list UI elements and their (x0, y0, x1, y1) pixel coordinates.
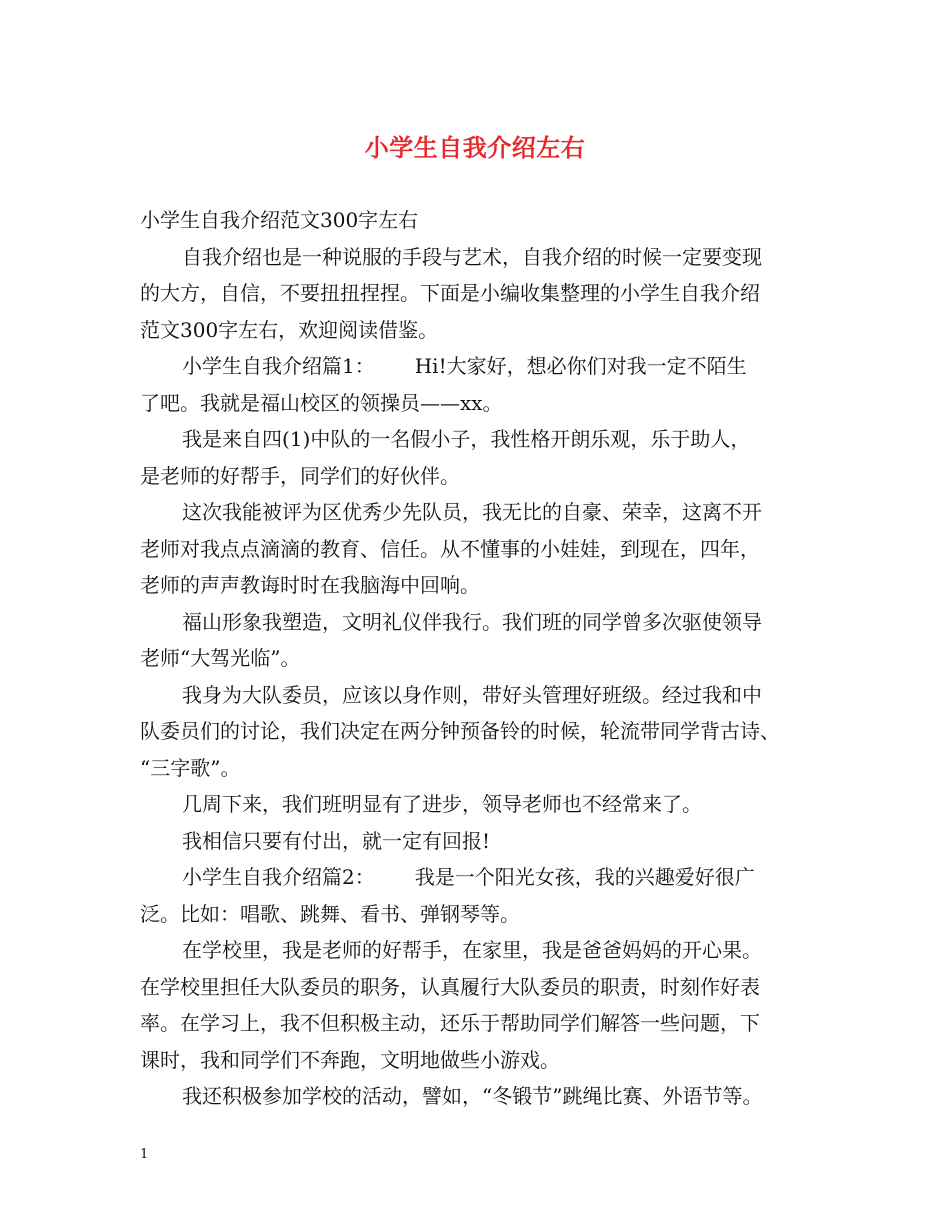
body-line-text: 小学生自我介绍范文300字左右 (140, 208, 419, 232)
body-line-text: 范文300字左右，欢迎阅读借鉴。 (140, 317, 439, 342)
body-line (140, 239, 820, 276)
body-line (140, 969, 820, 1006)
body-line-text: 课时，我和同学们不奔跑，文明地做些小游戏。 (140, 1047, 560, 1072)
body-line-text: 在学校里担任大队委员的职务，认真履行大队委员的职责，时刻作好表 (140, 974, 760, 999)
body-line-text: 福山形象我塑造，文明礼仪伴我行。我们班的同学曾多次驱使领导 (182, 609, 762, 634)
body-line-text: 这次我能被评为区优秀少先队员，我无比的自豪、荣幸，这离不开 (182, 500, 762, 524)
body-line-text: 几周下来，我们班明显有了进步，领导老师也不经常来了。 (182, 792, 702, 816)
body-line (140, 932, 820, 969)
body-line (140, 275, 820, 312)
body-line-text: 我还积极参加学校的活动，譬如，“冬锻节”跳绳比赛、外语节等。 (182, 1084, 763, 1108)
body-line-text-continued: Hi!大家好，想必你们对我一定不陌生 (414, 354, 747, 378)
body-line-text: 队委员们的讨论，我们决定在两分钟预备铃的时候，轮流带同学背古诗、 (140, 719, 780, 743)
body-line (140, 421, 820, 458)
body-line-text: 是老师的好帮手，同学们的好伙伴。 (140, 463, 460, 488)
body-line (140, 202, 820, 239)
body-line-text: 我身为大队委员，应该以身作则，带好头管理好班级。经过我和中 (182, 682, 762, 707)
body-line (140, 859, 820, 896)
body-line-text: 老师“大驾光临”。 (140, 646, 301, 670)
body-line (140, 494, 820, 531)
body-line-text: 我相信只要有付出，就一定有回报! (182, 828, 491, 853)
body-line (140, 823, 820, 860)
body-line (140, 312, 820, 349)
body-line (140, 896, 820, 933)
body-line-text: 在学校里，我是老师的好帮手，在家里，我是爸爸妈妈的开心果。 (182, 938, 762, 962)
body-line-text: 我是来自四(1)中队的一名假小子，我性格开朗乐观，乐于助人， (182, 427, 751, 451)
page-number: 1 (140, 1147, 149, 1162)
body-line-text: 老师对我点点滴滴的教育、信任。从不懂事的小娃娃，到现在，四年， (140, 536, 760, 561)
body-line (140, 1042, 820, 1079)
body-line (140, 348, 820, 385)
body-line-text: 了吧。我就是福山校区的领操员——xx。 (140, 390, 503, 415)
body-line (140, 713, 820, 750)
body-line-text: 的大方，自信，不要扭扭捏捏。下面是小编收集整理的小学生自我介绍 (140, 281, 760, 305)
body-line (140, 1078, 820, 1115)
body-line (140, 786, 820, 823)
body-line (140, 458, 820, 495)
body-line-text: 自我介绍也是一种说服的手段与艺术，自我介绍的时候一定要变现 (182, 244, 762, 269)
body-line (140, 604, 820, 641)
body-line (140, 750, 820, 787)
body-line-text: “三字歌”。 (140, 755, 241, 780)
document-title: 小学生自我介绍左右 (364, 133, 586, 162)
body-line-text: 小学生自我介绍篇1： (182, 354, 375, 378)
body-line (140, 531, 820, 568)
body-line-text: 老师的声声教诲时时在我脑海中回响。 (140, 573, 480, 597)
body-line (140, 640, 820, 677)
body-line-text: 泛。比如：唱歌、跳舞、看书、弹钢琴等。 (140, 901, 520, 926)
body-line-text: 率。在学习上，我不但积极主动，还乐于帮助同学们解答一些问题，下 (140, 1011, 760, 1035)
body-line-text: 小学生自我介绍篇2： (182, 865, 375, 889)
body-line (140, 385, 820, 422)
document-body (140, 202, 820, 1115)
body-line (140, 1005, 820, 1042)
body-line-text-continued: 我是一个阳光女孩，我的兴趣爱好很广 (414, 865, 755, 889)
body-line (140, 567, 820, 604)
body-line (140, 677, 820, 714)
